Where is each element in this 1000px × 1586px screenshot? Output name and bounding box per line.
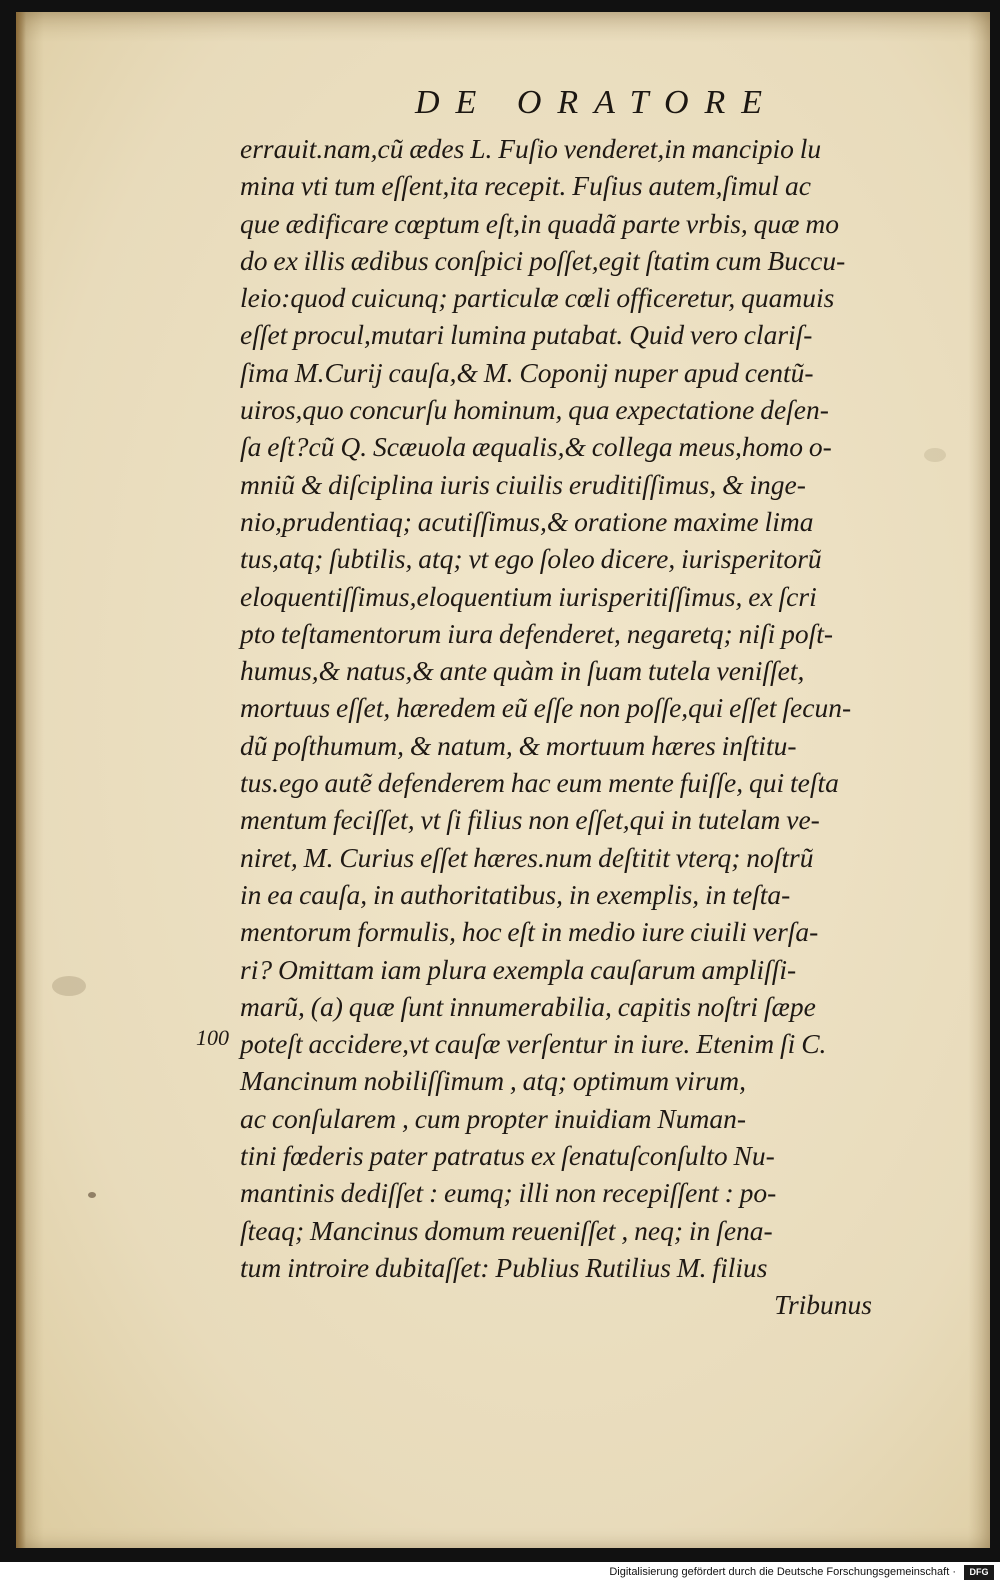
text-line: tus,atq; ſubtilis, atq; vt ego ſoleo dicere, iurisperitorũ	[240, 543, 822, 575]
page-gutter-shadow	[16, 12, 26, 1548]
text-line: uiros,quo concurſu hominum, qua expectatione deſen-	[240, 394, 829, 426]
dfg-logo: DFG	[964, 1565, 994, 1580]
body-text	[240, 130, 940, 1324]
digitization-credit: Digitalisierung gefördert durch die Deutsche Forschungsgemeinschaft ·	[609, 1566, 956, 1578]
text-line: marũ, (a) quæ ſunt innumerabilia, capitis noſtri ſæpe	[240, 990, 816, 1022]
text-line: ſima M.Curij cauſa,& M. Coponij nuper apud centũ-	[240, 356, 814, 388]
text-line: leio:quod cuicunq; particulæ cœli officeretur, quamuis	[240, 282, 835, 314]
text-line: tus.ego autẽ defenderem hac eum mente fuiſſe, qui teſta	[240, 767, 839, 799]
text-line: nio,prudentiaq; acutiſſimus,& oratione maxime lima	[240, 505, 814, 537]
text-line: mniũ & diſciplina iuris ciuilis eruditiſſimus, & inge-	[240, 468, 806, 500]
page-stain	[88, 1192, 96, 1198]
text-line: mortuus eſſet, hæredem eũ eſſe non poſſe,qui eſſet ſecun-	[240, 692, 852, 724]
text-line: in ea cauſa, in authoritatibus, in exemplis, in teſta-	[240, 878, 791, 910]
text-line: errauit.nam,cũ ædes L. Fuſio venderet,in mancipio lu	[240, 133, 822, 164]
text-line: eloquentiſſimus,eloquentium iurisperitiſſimus, ex ſcri	[240, 580, 817, 612]
text-line: ſteaq; Mancinus domum reueniſſet , neq; in ſena-	[240, 1214, 773, 1246]
text-line: niret, M. Curius eſſet hæres.num deſtitit vterq; noſtrũ	[240, 841, 814, 873]
text-line: tum introire dubitaſſet: Publius Rutilius M. filius	[240, 1251, 768, 1283]
text-line: mentorum formulis, hoc eſt in medio iure ciuili verſa-	[240, 916, 819, 948]
page-stain	[52, 976, 86, 996]
text-line: do ex illis ædibus conſpici poſſet,egit ſtatim cum Buccu-	[240, 244, 846, 276]
text-line: pto teſtamentorum iura defenderet, negaretq; niſi poſt-	[240, 617, 834, 649]
text-line: mantinis dediſſet : eumq; illi non recepiſſent : po-	[240, 1177, 777, 1209]
text-line: poteſt accidere,vt cauſæ verſentur in iure. Etenim ſi C.	[240, 1028, 827, 1060]
text-line: Mancinum nobiliſſimum , atq; optimum virum,	[240, 1065, 747, 1097]
text-line: ſa eſt?cũ Q. Scæuola æqualis,& collega meus,homo o-	[240, 431, 832, 463]
text-line: que ædificare cœptum eſt,in quadã parte vrbis, quæ mo	[240, 207, 839, 239]
text-line: mina vti tum eſſent,ita recepit. Fuſius autem,ſimul ac	[240, 170, 811, 202]
text-line: humus,& natus,& ante quàm in ſuam tutela veniſſet,	[240, 655, 805, 687]
running-head: DE ORATORE	[415, 84, 779, 121]
text-line: eſſet procul,mutari lumina putabat. Quid vero clariſ-	[240, 319, 813, 351]
catchword: Tribunus	[774, 1289, 872, 1321]
text-line: dũ poſthumum, & natum, & mortuum hæres inſtitu-	[240, 729, 797, 761]
text-line: tini fœderis pater patratus ex ſenatuſconſulto Nu-	[240, 1140, 775, 1172]
text-line: mentum feciſſet, vt ſi filius non eſſet,qui in tutelam ve-	[240, 804, 820, 836]
footer-bar	[0, 1562, 1000, 1586]
text-line: ac conſularem , cum propter inuidiam Numan-	[240, 1102, 746, 1134]
margin-number: 100	[196, 1025, 229, 1050]
text-line: ri? Omittam iam plura exempla cauſarum ampliſſi-	[240, 953, 797, 985]
